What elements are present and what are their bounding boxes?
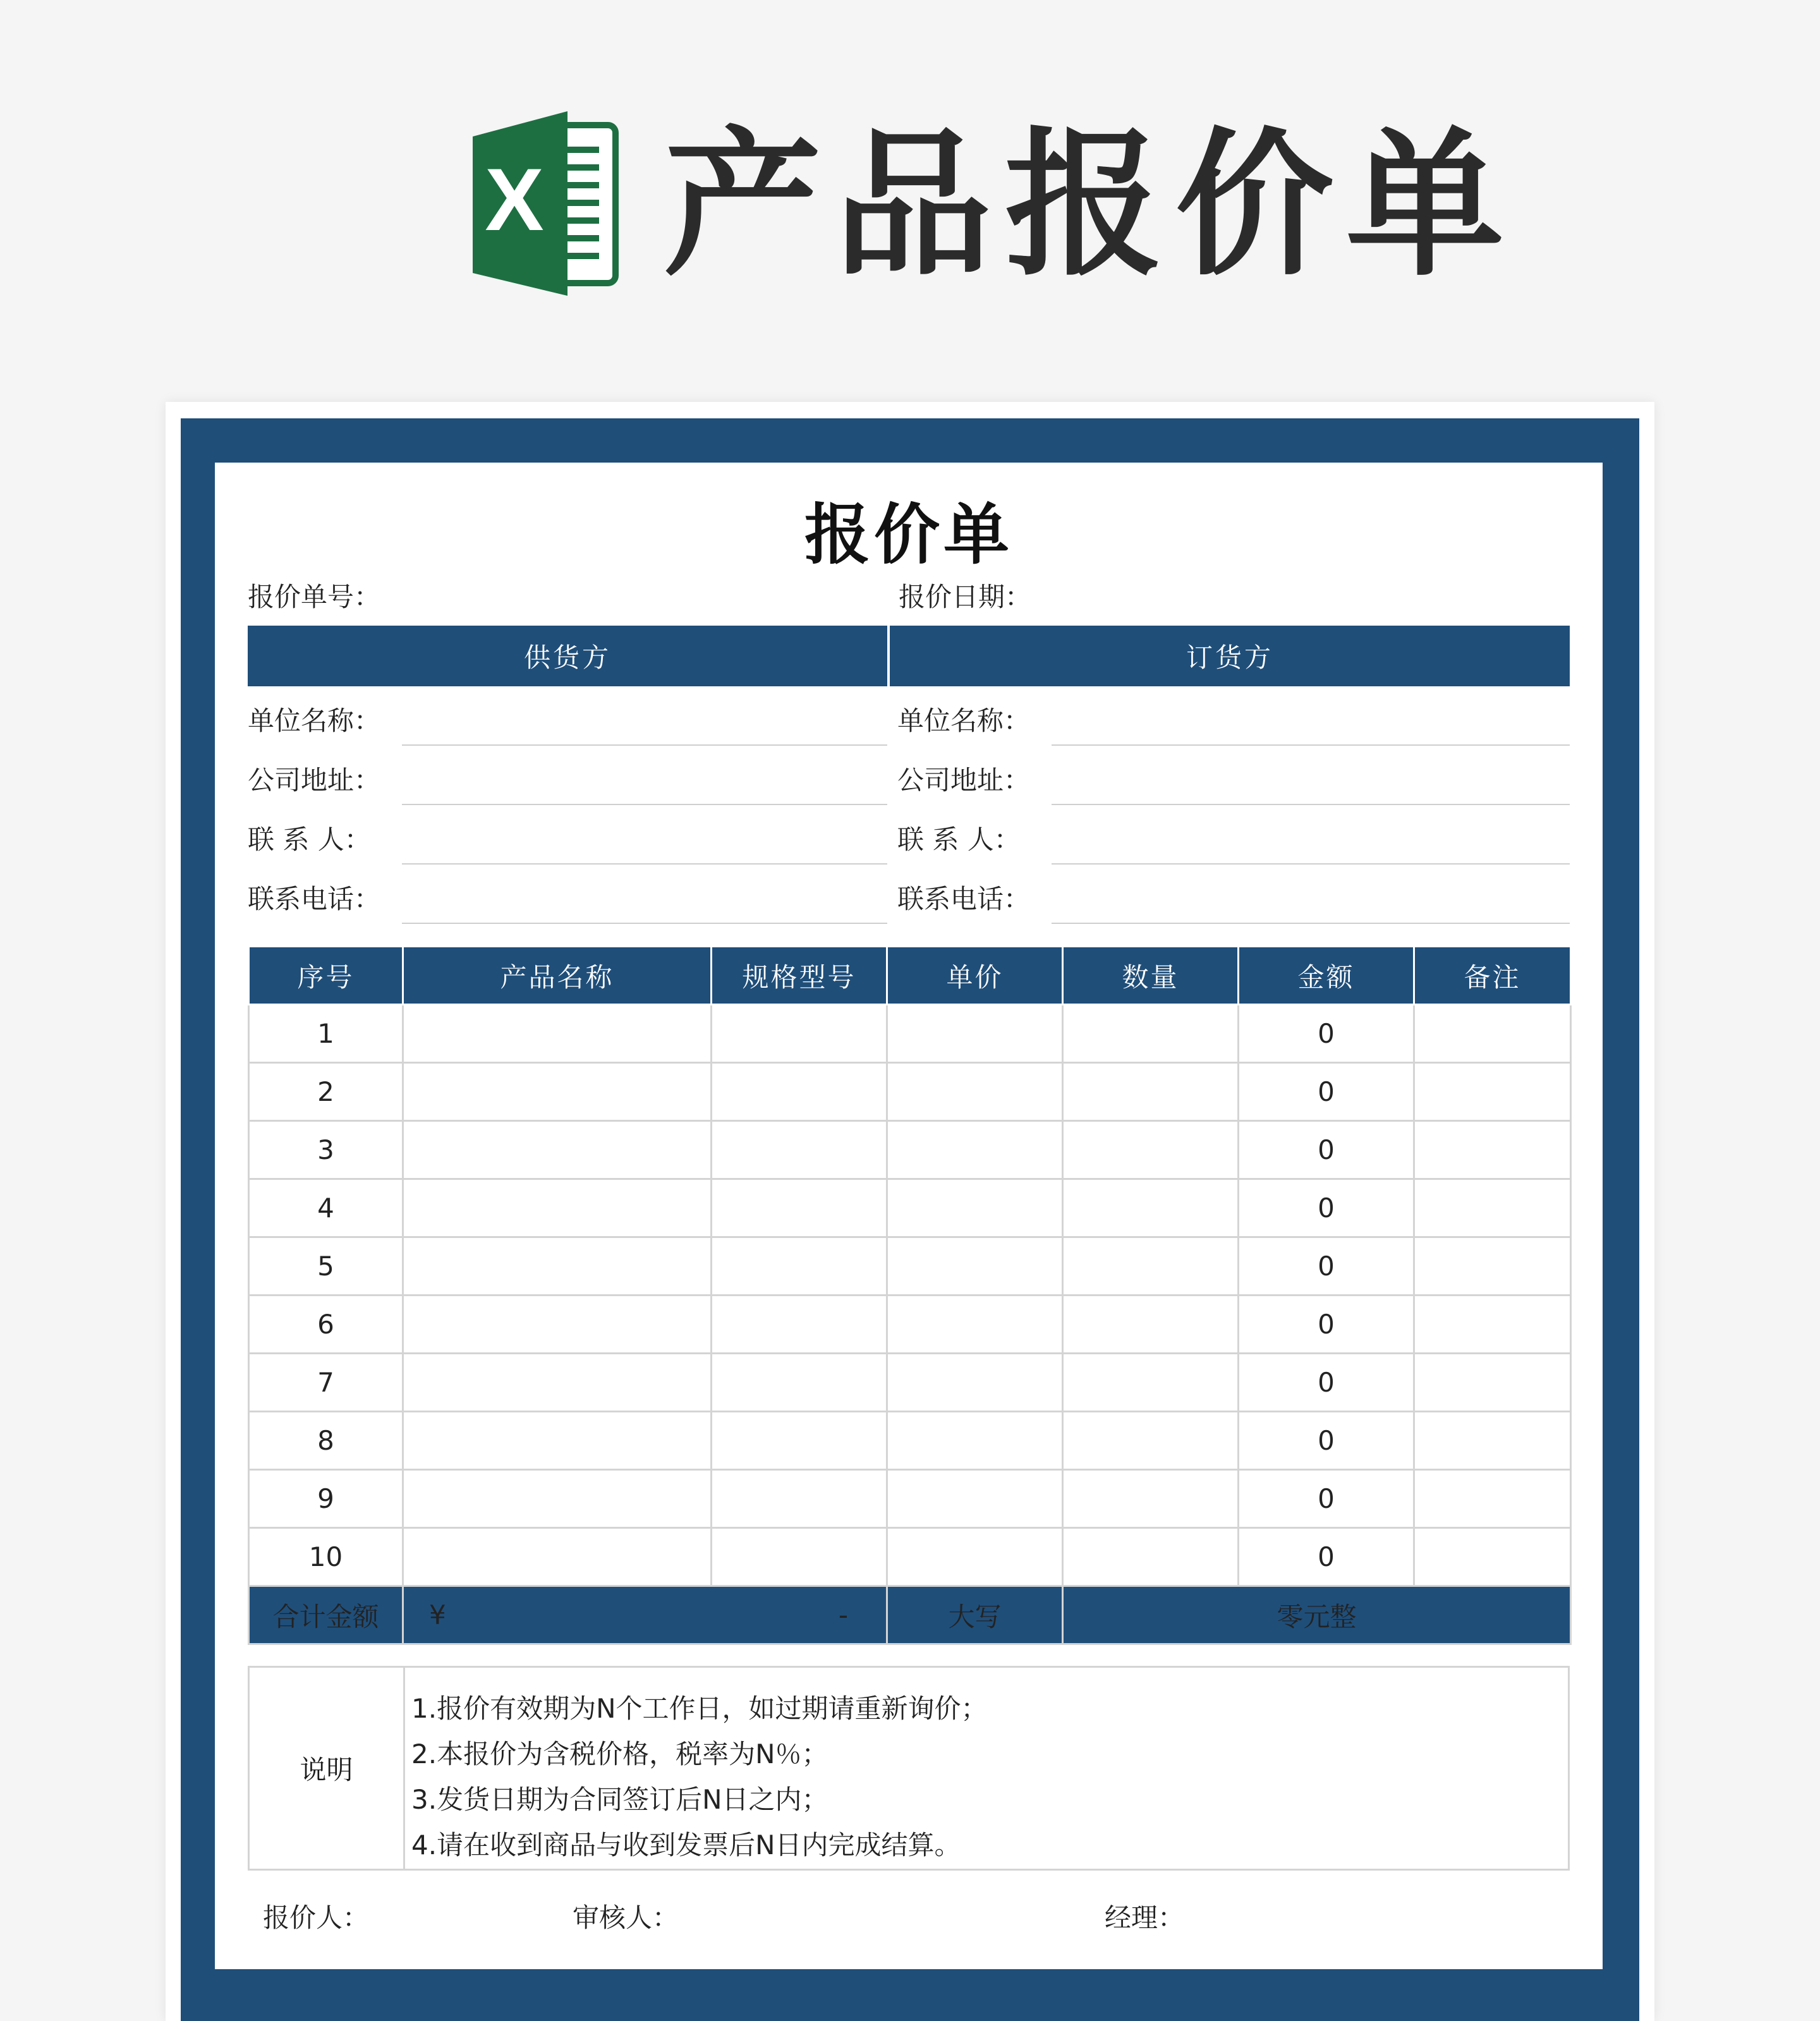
cell-qty[interactable] bbox=[1063, 1237, 1239, 1296]
manager-signature-label: 经理： bbox=[1105, 1902, 1185, 1933]
cell-remark[interactable] bbox=[1414, 1121, 1571, 1179]
cell-spec[interactable] bbox=[712, 1179, 887, 1237]
cell-price[interactable] bbox=[887, 1121, 1063, 1179]
quote-number-label: 报价单号： bbox=[248, 581, 381, 612]
cell-remark[interactable] bbox=[1414, 1354, 1571, 1412]
cell-amount: 0 bbox=[1239, 1237, 1414, 1296]
table-row bbox=[249, 1063, 1571, 1121]
field-label: 单位名称： bbox=[897, 705, 1031, 736]
cell-amount: 0 bbox=[1239, 1063, 1414, 1121]
table-row bbox=[249, 1412, 1571, 1470]
col-header-qty: 数量 bbox=[1063, 947, 1239, 1005]
cell-product[interactable] bbox=[403, 1005, 712, 1063]
cell-remark[interactable] bbox=[1414, 1296, 1571, 1354]
cell-qty[interactable] bbox=[1063, 1179, 1239, 1237]
capital-value: 零元整 bbox=[1063, 1586, 1571, 1644]
supplier-contact-row[interactable] bbox=[248, 805, 887, 865]
cell-product[interactable] bbox=[403, 1528, 712, 1586]
cell-no: 6 bbox=[249, 1296, 403, 1354]
cell-price[interactable] bbox=[887, 1063, 1063, 1121]
cell-product[interactable] bbox=[403, 1063, 712, 1121]
cell-product[interactable] bbox=[403, 1121, 712, 1179]
excel-icon bbox=[473, 111, 619, 296]
quote-date-label: 报价日期： bbox=[899, 581, 1032, 612]
buyer-address-row[interactable] bbox=[897, 746, 1570, 805]
cell-no: 4 bbox=[249, 1179, 403, 1237]
buyer-company-row[interactable] bbox=[897, 686, 1570, 746]
supplier-company-row[interactable] bbox=[248, 686, 887, 746]
notes-label: 说明 bbox=[250, 1668, 405, 1869]
cell-remark[interactable] bbox=[1414, 1237, 1571, 1296]
cell-spec[interactable] bbox=[712, 1354, 887, 1412]
total-amount-cell bbox=[403, 1586, 887, 1644]
cell-qty[interactable] bbox=[1063, 1354, 1239, 1412]
banner bbox=[0, 0, 1820, 404]
cell-no: 3 bbox=[249, 1121, 403, 1179]
cell-qty[interactable] bbox=[1063, 1063, 1239, 1121]
cell-price[interactable] bbox=[887, 1470, 1063, 1528]
cell-product[interactable] bbox=[403, 1237, 712, 1296]
cell-qty[interactable] bbox=[1063, 1296, 1239, 1354]
col-header-product: 产品名称 bbox=[403, 947, 712, 1005]
excel-icon-letter: X bbox=[485, 150, 544, 249]
table-row bbox=[249, 1528, 1571, 1586]
cell-no: 10 bbox=[249, 1528, 403, 1586]
cell-remark[interactable] bbox=[1414, 1063, 1571, 1121]
field-label: 联 系 人： bbox=[248, 824, 371, 855]
currency-symbol: ¥ bbox=[429, 1599, 446, 1630]
underline bbox=[402, 923, 887, 924]
total-label: 合计金额 bbox=[249, 1586, 403, 1644]
capital-label: 大写 bbox=[887, 1586, 1063, 1644]
cell-spec[interactable] bbox=[712, 1237, 887, 1296]
field-label: 公司地址： bbox=[248, 765, 381, 796]
cell-spec[interactable] bbox=[712, 1412, 887, 1470]
table-row bbox=[249, 1296, 1571, 1354]
cell-price[interactable] bbox=[887, 1005, 1063, 1063]
field-label: 联 系 人： bbox=[897, 824, 1021, 855]
cell-qty[interactable] bbox=[1063, 1121, 1239, 1179]
quote-sheet bbox=[215, 463, 1603, 1969]
col-header-price: 单价 bbox=[887, 947, 1063, 1005]
cell-amount: 0 bbox=[1239, 1354, 1414, 1412]
col-header-amount: 金额 bbox=[1239, 947, 1414, 1005]
cell-product[interactable] bbox=[403, 1470, 712, 1528]
buyer-contact-row[interactable] bbox=[897, 805, 1570, 865]
supplier-address-row[interactable] bbox=[248, 746, 887, 805]
cell-price[interactable] bbox=[887, 1354, 1063, 1412]
reviewer-signature-label: 审核人： bbox=[573, 1902, 679, 1933]
cell-spec[interactable] bbox=[712, 1063, 887, 1121]
underline bbox=[1052, 923, 1570, 924]
cell-price[interactable] bbox=[887, 1237, 1063, 1296]
note-item: 2.本报价为含税价格，税率为N％； bbox=[411, 1739, 828, 1769]
field-label: 公司地址： bbox=[897, 765, 1031, 796]
cell-spec[interactable] bbox=[712, 1470, 887, 1528]
table-row bbox=[249, 1121, 1571, 1179]
cell-product[interactable] bbox=[403, 1296, 712, 1354]
cell-no: 1 bbox=[249, 1005, 403, 1063]
cell-price[interactable] bbox=[887, 1296, 1063, 1354]
cell-remark[interactable] bbox=[1414, 1412, 1571, 1470]
notes-section bbox=[248, 1666, 1570, 1871]
table-row bbox=[249, 1179, 1571, 1237]
cell-price[interactable] bbox=[887, 1412, 1063, 1470]
quoter-signature-label: 报价人： bbox=[263, 1902, 370, 1933]
cell-product[interactable] bbox=[403, 1412, 712, 1470]
cell-amount: 0 bbox=[1239, 1005, 1414, 1063]
cell-price[interactable] bbox=[887, 1179, 1063, 1237]
cell-no: 5 bbox=[249, 1237, 403, 1296]
supplier-header: 供货方 bbox=[248, 626, 887, 686]
cell-qty[interactable] bbox=[1063, 1005, 1239, 1063]
cell-no: 9 bbox=[249, 1470, 403, 1528]
cell-amount: 0 bbox=[1239, 1179, 1414, 1237]
cell-spec[interactable] bbox=[712, 1528, 887, 1586]
cell-amount: 0 bbox=[1239, 1528, 1414, 1586]
note-item: 4.请在收到商品与收到发票后N日内完成结算。 bbox=[411, 1830, 961, 1860]
sheet-title: 报价单 bbox=[804, 496, 1013, 573]
supplier-phone-row[interactable] bbox=[248, 865, 887, 924]
total-row bbox=[249, 1586, 1571, 1644]
note-item: 3.发货日期为合同签订后N日之内； bbox=[411, 1784, 828, 1815]
cell-amount: 0 bbox=[1239, 1412, 1414, 1470]
note-item: 1.报价有效期为N个工作日，如过期请重新询价； bbox=[411, 1693, 988, 1724]
total-amount-value: - bbox=[838, 1599, 848, 1630]
col-header-remark: 备注 bbox=[1414, 947, 1571, 1005]
table-row bbox=[249, 1005, 1571, 1063]
col-header-spec: 规格型号 bbox=[712, 947, 887, 1005]
buyer-header: 订货方 bbox=[890, 626, 1570, 686]
cell-product[interactable] bbox=[403, 1179, 712, 1237]
field-label: 联系电话： bbox=[897, 883, 1031, 914]
banner-title: 产品报价单 bbox=[664, 113, 1517, 297]
col-header-no: 序号 bbox=[249, 947, 403, 1005]
cell-spec[interactable] bbox=[712, 1121, 887, 1179]
buyer-phone-row[interactable] bbox=[897, 865, 1570, 924]
cell-amount: 0 bbox=[1239, 1296, 1414, 1354]
cell-qty[interactable] bbox=[1063, 1412, 1239, 1470]
table-row bbox=[249, 1470, 1571, 1528]
table-header-row bbox=[249, 947, 1571, 1005]
field-label: 联系电话： bbox=[248, 883, 381, 914]
table-row bbox=[249, 1354, 1571, 1412]
cell-remark[interactable] bbox=[1414, 1470, 1571, 1528]
cell-qty[interactable] bbox=[1063, 1470, 1239, 1528]
items-table bbox=[248, 945, 1572, 1645]
cell-amount: 0 bbox=[1239, 1121, 1414, 1179]
cell-qty[interactable] bbox=[1063, 1528, 1239, 1586]
cell-amount: 0 bbox=[1239, 1470, 1414, 1528]
cell-remark[interactable] bbox=[1414, 1005, 1571, 1063]
cell-spec[interactable] bbox=[712, 1005, 887, 1063]
table-row bbox=[249, 1237, 1571, 1296]
cell-price[interactable] bbox=[887, 1528, 1063, 1586]
cell-no: 8 bbox=[249, 1412, 403, 1470]
cell-product[interactable] bbox=[403, 1354, 712, 1412]
cell-no: 7 bbox=[249, 1354, 403, 1412]
field-label: 单位名称： bbox=[248, 705, 381, 736]
cell-spec[interactable] bbox=[712, 1296, 887, 1354]
cell-remark[interactable] bbox=[1414, 1528, 1571, 1586]
cell-remark[interactable] bbox=[1414, 1179, 1571, 1237]
cell-no: 2 bbox=[249, 1063, 403, 1121]
